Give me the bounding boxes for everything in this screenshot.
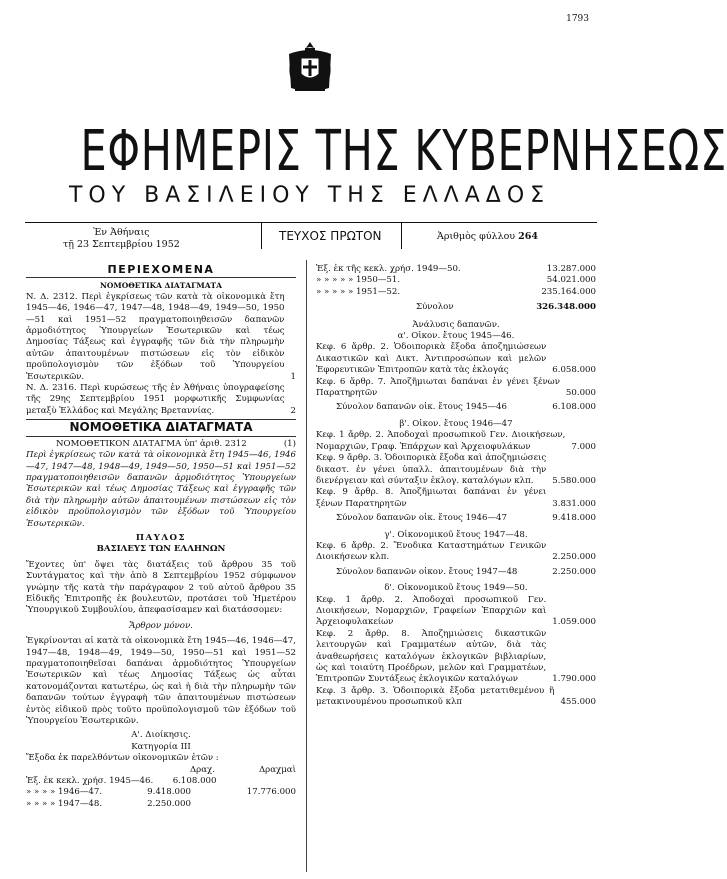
issue-place: Ἐν Ἀθήναις	[93, 227, 150, 238]
right-column	[316, 264, 596, 709]
contents-entry-page: 1	[290, 371, 296, 382]
expense-text: Κεφ. 9 ἄρθρ. 8. Ἀποζῆμιωται δαπάναι ἐν γένει ξένων Παρατηρητῶν	[316, 487, 547, 509]
decree-heading	[26, 439, 296, 450]
expense-entry	[316, 342, 596, 376]
issue-number-label: Ἀριθμὸς φύλλου	[437, 231, 516, 242]
issue-series: ΤΕΥΧΟΣ ΠΡΩΤΟΝ	[279, 229, 382, 243]
row-total: 17.776.000	[246, 787, 296, 798]
subtotal-amount: 2.250.000	[552, 566, 596, 577]
expense-text: Κεφ. 1 ἄρθρ. 2. Ἀποδοχαὶ προσωπικοῦ Γεν. Διοικήσεων, Νομαρχιῶν, Γραφείων Ἐπαρχιῶν καὶ Ἀρχειοφυλακείων	[316, 594, 547, 628]
row-label: » » » » 1946—47.	[26, 787, 103, 798]
expense-entry	[316, 686, 596, 709]
masthead-subtitle: ΤΟΥ ΒΑΣΙΛΕΙΟΥ ΤΗΣ ΕΛΛΑΔΟΣ	[68, 183, 551, 208]
issue-number-block	[437, 231, 538, 242]
contents-entry	[26, 383, 296, 417]
issue-date: τῇ 23 Σεπτεμβρίου 1952	[63, 239, 180, 250]
subtotal-row	[316, 513, 596, 524]
expense-text: Κεφ. 9 ἄρθρ. 3. Ὁδοιπορικὰ ἔξοδα καὶ ἀποζημιώσεις δικαστ. ἐν γένει ὑπαλλ. ἀπαιτουμένων διὰ τὴν διενέργειαν καὶ σύνταξιν ἐκλογ. καταλόγων κλπ.	[316, 453, 547, 486]
expense-amount: 2.250.000	[552, 552, 596, 563]
subsection-title: Α'. Διοίκησις.	[131, 730, 191, 741]
subtotal-row	[316, 567, 596, 578]
divider	[26, 436, 296, 437]
decree-title: ΝΟΜΟΘΕΤΙΚΟΝ ΔΙΑΤΑΓΜΑ ὑπ' ἀριθ. 2312	[56, 438, 247, 449]
subtotal-amount: 6.108.000	[552, 402, 596, 413]
column-header-drach: Δραχ.	[189, 764, 215, 775]
table-heading: Ἔξοδα ἐκ παρελθόντων οἰκονομικῶν ἐτῶν :	[26, 753, 219, 764]
year-heading: γ'. Οἰκονομικοῦ ἔτους 1947—48.	[384, 529, 528, 540]
row-label: » » » » 1947—48.	[26, 798, 103, 809]
row-amount: 235.164.000	[541, 286, 596, 297]
table-row	[316, 287, 596, 298]
section-title: ΝΟΜΟΘΕΤΙΚΑ ΔΙΑΤΑΓΜΑΤΑ	[69, 420, 253, 435]
subtotal-label: Σύνολον δαπανῶν οἰκ. ἔτους 1945—46	[336, 402, 507, 413]
table-row	[26, 787, 296, 798]
row-total	[236, 799, 296, 810]
issue-date-block	[63, 227, 180, 251]
row-amount: 6.108.000	[172, 776, 217, 787]
analysis-title: Ἀνάλυσις δαπανῶν.	[412, 319, 500, 330]
expense-amount: 1.790.000	[552, 674, 596, 685]
expense-text: Κεφ. 3 ἄρθρ. 3. Ὁδοιπορικὰ ἔξοδα μετατιθεμένου ἢ μετακινουμένου προσωπικοῦ κλπ	[316, 685, 555, 708]
table-row	[26, 799, 296, 810]
column-header-drachmai: Δραχμαὶ	[258, 764, 296, 775]
column-divider	[306, 260, 307, 872]
expense-entry	[316, 541, 596, 564]
table-row	[316, 264, 596, 275]
expense-entry	[316, 629, 596, 686]
expense-text: Κεφ. 1 ἄρθρ. 2. Ἀποδοχαὶ προσωπικοῦ Γεν. Διοικήσεων, Νομαρχιῶν, Γραφ. Ἐπάρχων καὶ Ἀρχειοφυλάκων	[316, 430, 566, 452]
contents-entry-text: Ν. Δ. 2316. Περὶ κυρώσεως τῆς ἐν Ἀθήναις ὑπογραφείσης τῆς 29ης Σεπτεμβρίου 1951 μορφωτικῆς Συμφωνίας μεταξὺ Ἑλλάδος καὶ Μεγάλης Βρεταννίας.	[26, 383, 285, 416]
sum-amount: 326.348.000	[536, 302, 596, 313]
issue-number: 264	[518, 231, 538, 242]
left-column	[26, 264, 296, 810]
row-amount: 54.021.000	[546, 275, 596, 286]
expense-amount: 50.000	[565, 388, 596, 399]
expense-text: Κεφ. 6 ἄρθρ. 2. Ἔνοδικα Καταστημάτων Γενικῶν Διοικήσεων κλπ.	[316, 540, 547, 563]
issue-bar	[25, 222, 597, 253]
year-heading: δ'. Οἰκονομικοῦ ἔτους 1949—50.	[384, 583, 528, 594]
subtotal-row	[316, 402, 596, 413]
table-header-row	[26, 765, 296, 776]
expense-amount: 1.059.000	[552, 617, 596, 628]
contents-title: ΠΕΡΙΕΧΟΜΕΝΑ	[107, 263, 215, 276]
subtotal-label: Σύνολον δαπανῶν οἰκον. ἔτους 1947—48	[336, 566, 518, 577]
subtotal-label: Σύνολον δαπανῶν οἰκ. ἔτους 1946—47	[336, 513, 507, 524]
row-amount: 2.250.000	[147, 798, 191, 809]
year-heading: α'. Οἰκον. ἔτους 1945—46.	[397, 331, 515, 342]
sum-label: Σύνολον	[416, 302, 454, 313]
divider	[26, 277, 296, 278]
table-row	[26, 776, 296, 787]
article-text: Ἐγκρίνονται αἱ κατὰ τὰ οἰκονομικὰ ἔτη 1945—46, 1946—47, 1947—48, 1948—49, 1949—50, 1950—51 καὶ 1951—52 πραγματοποιηθεῖσαι δαπάναι ἁρμοδιότητος Ὑπουργείων Ἐσωτερικῶν καὶ τέως Δημοσίας Τάξεως ὡς αὗται κατονομάζονται κατωτέρω, ὡς καὶ ἡ διὰ τὴν πληρωμὴν τῶν δαπανῶν τούτων ἐγγραφὴ τῶν ἀπαιτουμένων πιστώσεων ἐντὸς εἰδικοῦ πρὸς τοῦτο προϋπολογισμοῦ τῶν ἐξόδων τοῦ Ὑπουργείου Ἐσωτερικῶν.	[26, 636, 296, 727]
expense-amount: 3.831.000	[552, 498, 596, 509]
decree-ref: (1)	[283, 438, 296, 449]
divider	[261, 223, 262, 249]
contents-entry-page: 2	[290, 405, 296, 416]
row-label: Ἐξ. ἐκ κεκλ. χρήσ. 1945—46.	[26, 776, 154, 787]
contents-subtitle: ΝΟΜΟΘΕΤΙΚΑ ΔΙΑΤΑΓΜΑΤΑ	[100, 281, 222, 291]
decree-intro: Περὶ ἐγκρίσεως τῶν κατὰ τὰ οἰκονομικὰ ἔτη 1945—46, 1946—47, 1947—48, 1948—49, 1949—50, 1950—51 καὶ 1951—52 πραγματοποιηθεισῶν δαπανῶν ἁρμοδιότητος Ὑπουργείων Ἐσωτερικῶν καὶ τέως Δημοσίας Τάξεως καὶ ἐγγραφῆς τῶν διὰ τὴν πληρωμὴν αὐτῶν ἀπαιτουμένων πιστώσεων εἰς τὸν εἰδικὸν προϋπολογισμὸν τῶν ἐξόδων τοῦ Ὑπουργείου Ἐσωτερικῶν.	[26, 450, 296, 529]
contents-entry	[26, 292, 296, 383]
expense-text: Κεφ. 2 ἄρθρ. 8. Ἀποζημιώσεις δικαστικῶν λειτουργῶν καὶ Γραμματέων αὐτῶν, διὰ τὰς ἀναθεωρήσεις καταλόγων ἐκλογικῶν βιβλιαρίων, ὡς καὶ τοιαύτη Προέδρων, μελῶν καὶ Γραμματέων, Ἐπιτροπῶν Συντάξεως ἐκλογικῶν καταλόγων	[316, 628, 547, 685]
royal-coat-of-arms-icon	[283, 40, 337, 94]
contents-entry-text: Ν. Δ. 2312. Περὶ ἐγκρίσεως τῶν κατὰ τὰ οἰκονομικὰ ἔτη 1945—46, 1946—47, 1947—48, 1948—49, 1949—50, 1950—51 καὶ 1951—52 πραγματοποιηθεισῶν δαπανῶν ἁρμοδιότητος Ὑπουργείων Ἐσωτερικῶν καὶ τέως Δημοσίας Τάξεως καὶ ἐγγραφῆς τῶν διὰ τὴν πληρωμὴν αὐτῶν ἀπαιτουμένων πιστώσεων εἰς τὸν εἰδικὸν προϋπολογισμὸν τῶν ἐξόδων τοῦ Ὑπουργείου Ἐσωτερικῶν.	[26, 291, 285, 382]
expense-amount: 6.058.000	[552, 365, 596, 376]
expense-entry	[316, 377, 596, 400]
king-name: ΠΑΥΛΟΣ	[135, 532, 187, 543]
expense-amount: 455.000	[560, 697, 596, 708]
page-number: 1793	[566, 14, 589, 24]
row-amount: 9.418.000	[147, 787, 191, 798]
masthead-title: ΕΦΗΜΕΡΙΣ ΤΗΣ ΚΥΒΕΡΝΗΣΕΩΣ	[80, 119, 727, 184]
subtotal-amount: 9.418.000	[552, 513, 596, 524]
row-total	[236, 776, 296, 787]
expense-entry	[316, 430, 596, 453]
divider	[401, 223, 402, 249]
row-label: » » » » » 1950—51.	[316, 275, 401, 286]
row-label: Ἐξ. ἐκ τῆς κεκλ. χρήσ. 1949—50.	[316, 264, 461, 274]
king-title: ΒΑΣΙΛΕΥΣ ΤΩΝ ΕΛΛΗΝΩΝ	[96, 544, 226, 555]
row-label: » » » » » 1951—52.	[316, 286, 401, 297]
table-row	[316, 275, 596, 286]
expense-entry	[316, 453, 596, 487]
sum-row	[316, 302, 596, 313]
expense-amount: 7.000	[571, 441, 596, 452]
category-title: Κατηγορία ΙΙΙ	[131, 741, 191, 752]
expense-amount: 5.580.000	[552, 475, 596, 486]
expense-entry	[316, 487, 596, 510]
expense-text: Κεφ. 6 ἄρθρ. 2. Ὁδοιπορικὰ ἔξοδα ἀποζημιώσεων Δικαστικῶν καὶ Δικτ. Ἀντιπροσώπων καὶ μελῶν Ἐφορευτικῶν Ἐπιτροπῶν κατὰ τὰς ἐκλογάς	[316, 342, 547, 376]
year-heading: β'. Οἰκον. ἔτους 1946—47	[399, 418, 513, 429]
expense-entry	[316, 595, 596, 629]
row-amount: 13.287.000	[546, 264, 596, 274]
article-title: Ἄρθρον μόνον.	[129, 620, 193, 631]
preamble: Ἔχοντες ὑπ' ὄψει τὰς διατάξεις τοῦ ἄρθρου 35 τοῦ Συντάγματος καὶ τὴν ἀπὸ 8 Σεπτεμβρίου 1952 σύμφωνον γνώμην τῆς κατὰ τὴν παράγραφον 2 τοῦ αὐτοῦ ἄρθρου 35 Εἰδικῆς Ἐπιτροπῆς ἐκ βουλευτῶν, προτάσει τοῦ Ἡμετέρου Ὑπουργικοῦ Συμβουλίου, ἀπεφασίσαμεν καὶ διατάσσομεν:	[26, 559, 296, 616]
expense-text: Κεφ. 6 ἄρθρ. 7. Ἀποζῆμιωται δαπάναι ἐν γένει ξένων Παρατηρητῶν	[316, 376, 560, 399]
